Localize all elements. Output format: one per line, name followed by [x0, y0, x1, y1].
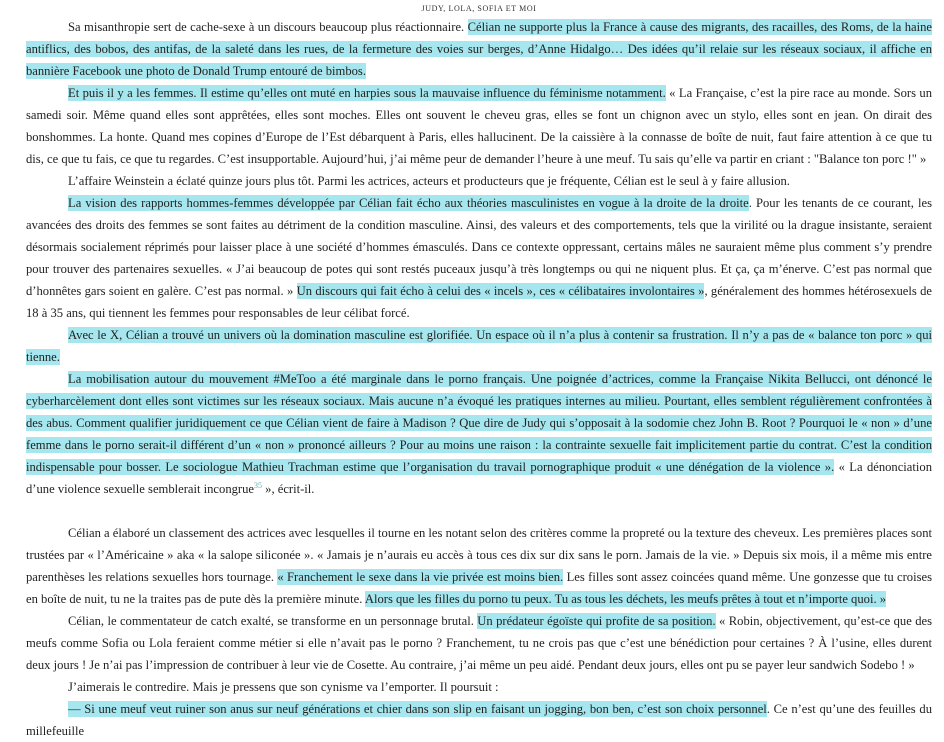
paragraph-gap	[26, 500, 932, 522]
text-run: « La dénonciation d’une violence sexuelle semblerait incongrue	[26, 460, 932, 496]
body-text	[26, 16, 932, 742]
paragraph-p4	[26, 192, 932, 324]
paragraph-p1	[26, 16, 932, 82]
paragraph-p9	[26, 676, 932, 698]
text-run: Célian, le commentateur de catch exalté, se transforme en un personnage brutal.	[68, 614, 478, 628]
text-run: Célian a élaboré un classement des actrices avec lesquelles il tourne en les notant selon des critères comme la propreté ou la texture des cheveux. Les premières places sont trustées par « l’Américaine » aka « la salope siliconée ». « Jamais je n’aurais eu accès à tous ces dix sur dix sans le porn. Jamais de la vie. » Depuis six mois, il a même mis entre parenthèses les relations sexuelles hors tournage.	[26, 526, 932, 584]
highlighted-passage: Un discours qui fait écho à celui des « incels », ces « célibataires involontaires »	[296, 284, 705, 298]
paragraph-p8	[26, 610, 932, 676]
text-run: . Ce n’est qu’une des feuilles du millefeuille	[26, 702, 932, 738]
highlighted-passage: Célian ne supporte plus la France à cause des migrants, des racailles, des Roms, de la haine antiflics, des bobos, des antifas, de la saleté dans les rues, de la fermeture des voies sur berges, d’Anne Hidalgo… Des idées qu’il relaie sur les réseaux sociaux, il affiche en bannière Facebook une photo de Donald Trump entouré de bimbos.	[26, 20, 932, 78]
paragraph-p6	[26, 368, 932, 500]
paragraph-p7	[26, 522, 932, 610]
paragraph-p2	[26, 82, 932, 170]
paragraph-p5	[26, 324, 932, 368]
highlighted-passage: La mobilisation autour du mouvement #MeToo a été marginale dans le porno français. Une poignée d’actrices, comme la Française Nikita Bellucci, ont dénoncé le cyberharcèlement dont elles sont victimes sur les réseaux sociaux. Mais aucune n’a évoqué les pratiques internes au milieu. Pourtant, elles semblent régulièrement confrontées à des abus. Comment qualifier juridiquement ce que Célian vient de faire à Madison ? Que dire de Judy qui s’opposait à la sodomie chez John B. Root ? Pourquoi le « non » d’une femme dans le porno serait-il différent d’un « non » prononcé ailleurs ? Pour au moins une raison : la contrainte sexuelle fait implicitement partie du contrat. C’est la condition indispensable pour bosser. Le sociologue Mathieu Trachman estime que l’organisation du travail pornographique produit « une dénégation de la violence ».	[26, 372, 932, 474]
highlighted-passage: — Si une meuf veut ruiner son anus sur neuf générations et chier dans son slip en faisant un jogging, bon ben, c’est son choix personnel	[68, 702, 767, 716]
highlighted-passage: Et puis il y a les femmes. Il estime qu’elles ont muté en harpies sous la mauvaise influence du féminisme notamment.	[68, 86, 666, 100]
highlighted-passage: Avec le X, Célian a trouvé un univers où la domination masculine est glorifiée. Un espace où il n’a plus à contenir sa frustration. Il n’y a pas de « balance ton porc » qui tienne.	[26, 328, 932, 364]
footnote-ref[interactable]: 35	[254, 480, 262, 490]
paragraph-p10	[26, 698, 932, 742]
text-run: J’aimerais le contredire. Mais je pressens que son cynisme va l’emporter. Il poursuit :	[68, 680, 499, 694]
text-run: L’affaire Weinstein a éclaté quinze jours plus tôt. Parmi les actrices, acteurs et producteurs que je fréquente, Célian est le seul à y faire allusion.	[68, 174, 790, 188]
text-run: , généralement des hommes hétérosexuels de 18 à 35 ans, qui tiennent les femmes pour responsables de leur célibat forcé.	[26, 284, 932, 320]
text-run: Sa misanthropie sert de cache-sexe à un discours beaucoup plus réactionnaire.	[68, 20, 468, 34]
text-run: . Pour les tenants de ce courant, les avancées des droits des femmes se sont faites au détriment de la condition masculine. Ainsi, des valeurs et des comportements, tels que la virilité ou la drague insistante, seraient désormais socialement réprimés pour laisser place à une société d’hommes émasculés. Dans ce contexte oppressant, certains mâles ne sauraient même plus comment s’y prendre pour trouver des partenaires sexuelles. « J’ai beaucoup de potes qui sont restés puceaux jusqu’à très longtemps ou qui ne niquent plus. Et ça, ça m’énerve. C’est pas normal que d’honnêtes gars soient en galère. C’est pas normal. »	[26, 196, 932, 298]
running-title: JUDY, LOLA, SOFIA ET MOI	[421, 4, 537, 13]
highlighted-passage: Un prédateur égoïste qui profite de sa position.	[477, 614, 716, 628]
text-run: Les filles sont assez coincées quand même. Une gonzesse que tu croises en boîte de nuit, tu ne la traites pas de pute dès la première minute.	[26, 570, 932, 606]
paragraph-p3	[26, 170, 932, 192]
highlighted-passage: La vision des rapports hommes-femmes développée par Célian fait écho aux théories masculinistes en vogue à la droite de la droite	[68, 196, 749, 210]
text-run: », écrit-il.	[262, 482, 315, 496]
text-run: « La Française, c’est la pire race au monde. Sors un samedi soir. Même quand elles sont apprêtées, elles sont moches. Elles ont souvent le cheveu gras, elles se font un chignon avec un stylo, elles sont en jean. On dirait des bonshommes. La honte. Quand mes copines d’Europe de l’Est débarquent à Paris, elles hallucinent. De la caissière à la connasse de boîte de nuit, faut faire attention à ce que tu dis, ce que tu fais, ce que tu regardes. C’est insupportable. Aujourd’hui, j’ai même peur de demander l’heure à une meuf. Tu sais qu’elle va partir en criant : "Balance ton porc !" »	[26, 86, 932, 166]
highlighted-passage: Alors que les filles du porno tu peux. Tu as tous les déchets, les meufs prêtes à tout et n’importe quoi. »	[364, 592, 887, 606]
text-run: « Robin, objectivement, qu’est-ce que des meufs comme Sofia ou Lola feraient comme métier si elle n’avait pas le porno ? Franchement, tu ne crois pas que c’est une bénédiction pour certaines ? À l’usine, elles durent deux jours ! Je n’ai pas l’impression de contribuer à leur vie de Cosette. Au contraire, j’ai même un peu aidé. Pendant deux jours, elles ont pu se payer leur sandwich Sodebo ! »	[26, 614, 933, 672]
highlighted-passage: « Franchement le sexe dans la vie privée est moins bien.	[277, 570, 564, 584]
